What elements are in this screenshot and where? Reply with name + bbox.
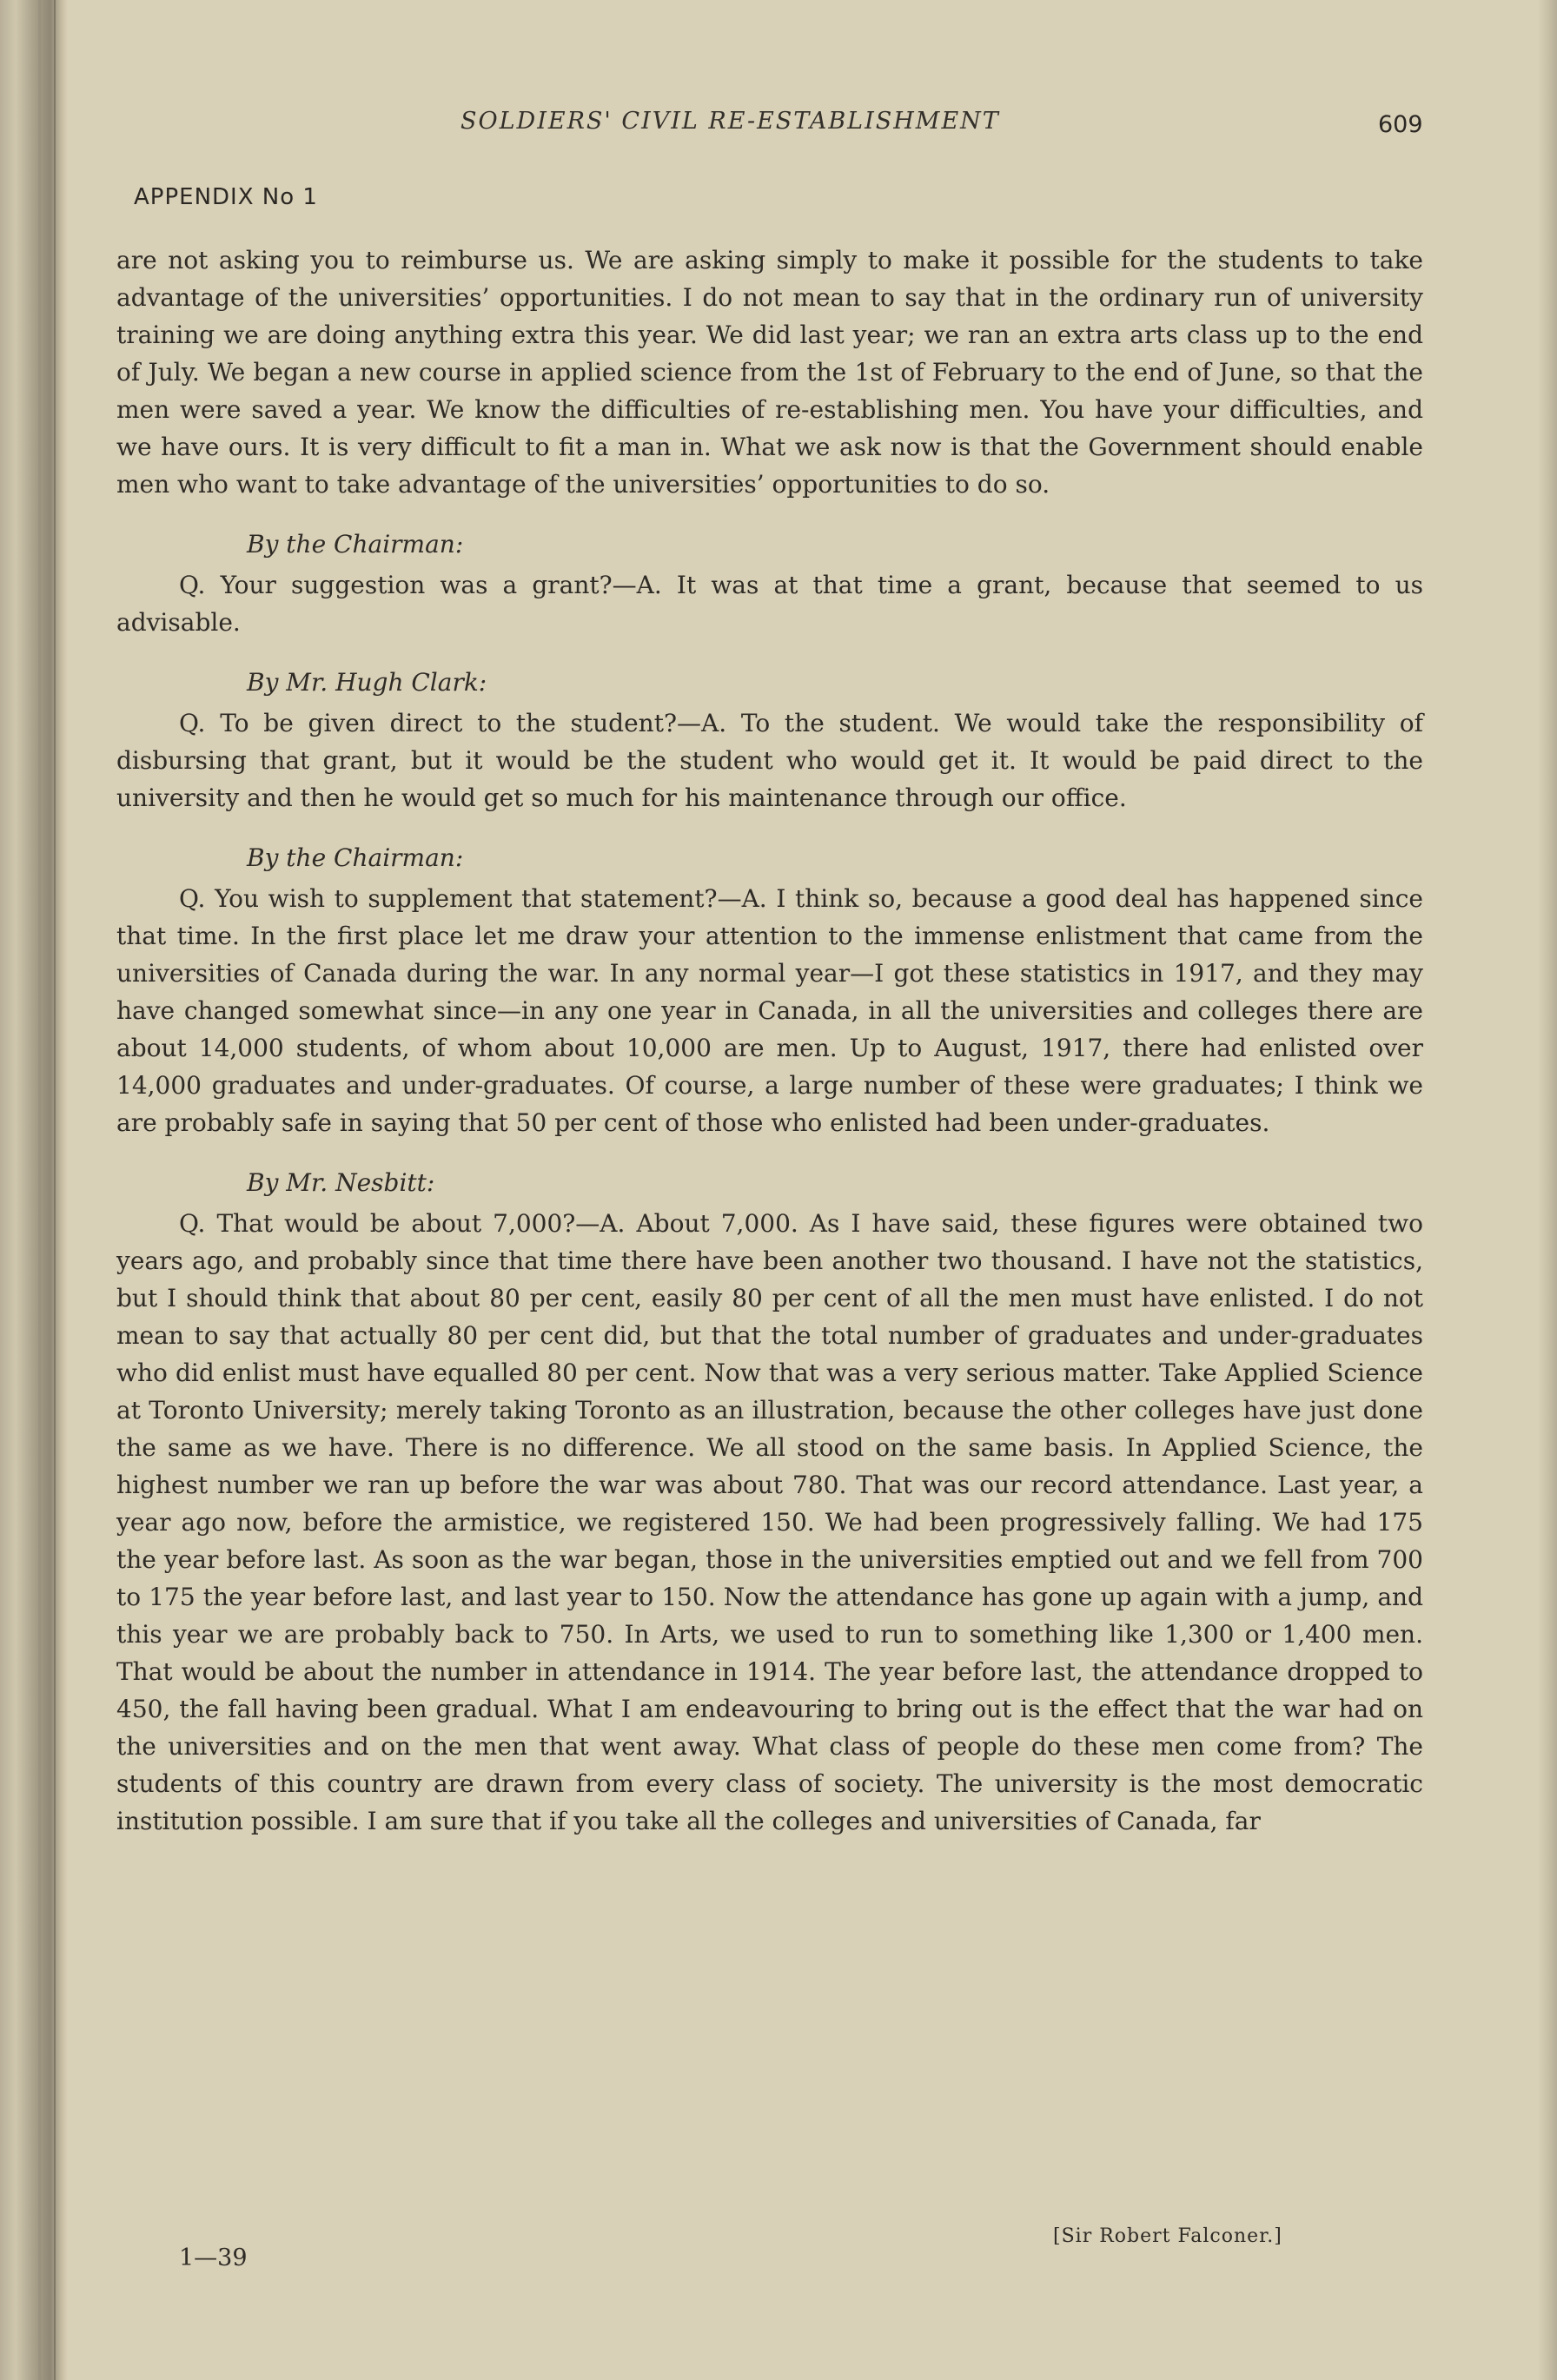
sheet-number: 1—39 xyxy=(179,2244,248,2271)
page-number: 609 xyxy=(1378,111,1423,138)
paragraph: Q. Your suggestion was a grant?—A. It was at that time a grant, because that seemed to us advisable. xyxy=(116,571,1423,637)
gutter-line xyxy=(54,0,56,2380)
speaker-heading: By Mr. Hugh Clark: xyxy=(247,668,487,697)
appendix-label: APPENDIX No 1 xyxy=(134,184,318,210)
paragraph: Q. That would be about 7,000?—A. About 7,000. As I have said, these figures were obtained two years ago, and probably since that time there have been another two thousand. I have not the statistics, but I should think that about 80 per cent, easily 80 per cent of all the men must have enlisted. I do not mean to say that actually 80 per cent did, but that the total number of graduates and under-graduates who did enlist must have equalled 80 per cent. Now that was a very serious matter. Take Applied Science at Toronto University; merely taking Toronto as an illustration, because the other colleges have just done the same as we have. There is no difference. We all stood on the same basis. In Applied Science, the highest number we ran up before the war was about 780. That was our record attendance. Last year, a year ago now, before the armistice, we registered 150. We had been progressively falling. We had 175 the year before last. As soon as the war began, those in the universities emptied out and we fell from 700 to 175 the year before last, and last year to 150. Now the attendance has gone up again with a jump, and this year we are probably back to 750. In Arts, we used to run to something like 1,300 or 1,400 men. That would be about the number in attendance in 1914. The year before last, the attendance dropped to 450, the fall having been gradual. What I am endeavouring to bring out is the effect that the war had on the universities and on the men that went away. What class of people do these men come from? The students of this country are drawn from every class of society. The university is the most democratic institution possible. I am sure that if you take all the colleges and universities of Canada, far xyxy=(116,1209,1423,1835)
speaker-heading: By Mr. Nesbitt: xyxy=(247,1168,435,1197)
page-right-edge xyxy=(1538,0,1557,2380)
speaker-signature: [Sir Robert Falconer.] xyxy=(1053,2225,1282,2247)
running-head xyxy=(0,108,1557,142)
speaker-heading: By the Chairman: xyxy=(247,530,464,559)
gutter-line xyxy=(38,0,41,2380)
body-text xyxy=(116,241,1423,1840)
binding-gutter xyxy=(0,0,68,2380)
running-title: SOLDIERS' CIVIL RE-ESTABLISHMENT xyxy=(460,108,1000,135)
paragraph: are not asking you to reimburse us. We are asking simply to make it possible for the students to take advantage of the universities’ opportunities. I do not mean to say that in the ordinary run of university training we are doing anything extra this year. We did last year; we ran an extra arts class up to the end of July. We began a new course in applied science from the 1st of February to the end of June, so that the men were saved a year. We know the difficulties of re-establishing men. You have your difficulties, and we have ours. It is very difficult to fit a man in. What we ask now is that the Government should enable men who want to take advantage of the universities’ opportunities to do so. xyxy=(116,246,1423,499)
speaker-heading: By the Chairman: xyxy=(247,843,464,872)
paragraph: Q. You wish to supplement that statement?—A. I think so, because a good deal has happened since that time. In the first place let me draw your attention to the immense enlistment that came from the universities of Canada during the war. In any normal year—I got these statistics in 1917, and they may have changed somewhat since—in any one year in Canada, in all the universities and colleges there are about 14,000 students, of whom about 10,000 are men. Up to August, 1917, there had enlisted over 14,000 graduates and under-graduates. Of course, a large number of these were graduates; I think we are probably safe in saying that 50 per cent of those who enlisted had been under-graduates. xyxy=(116,884,1423,1137)
paragraph: Q. To be given direct to the student?—A. To the student. We would take the responsibility of disbursing that grant, but it would be the student who would get it. It would be paid direct to the university and then he would get so much for his maintenance through our office. xyxy=(116,709,1423,812)
